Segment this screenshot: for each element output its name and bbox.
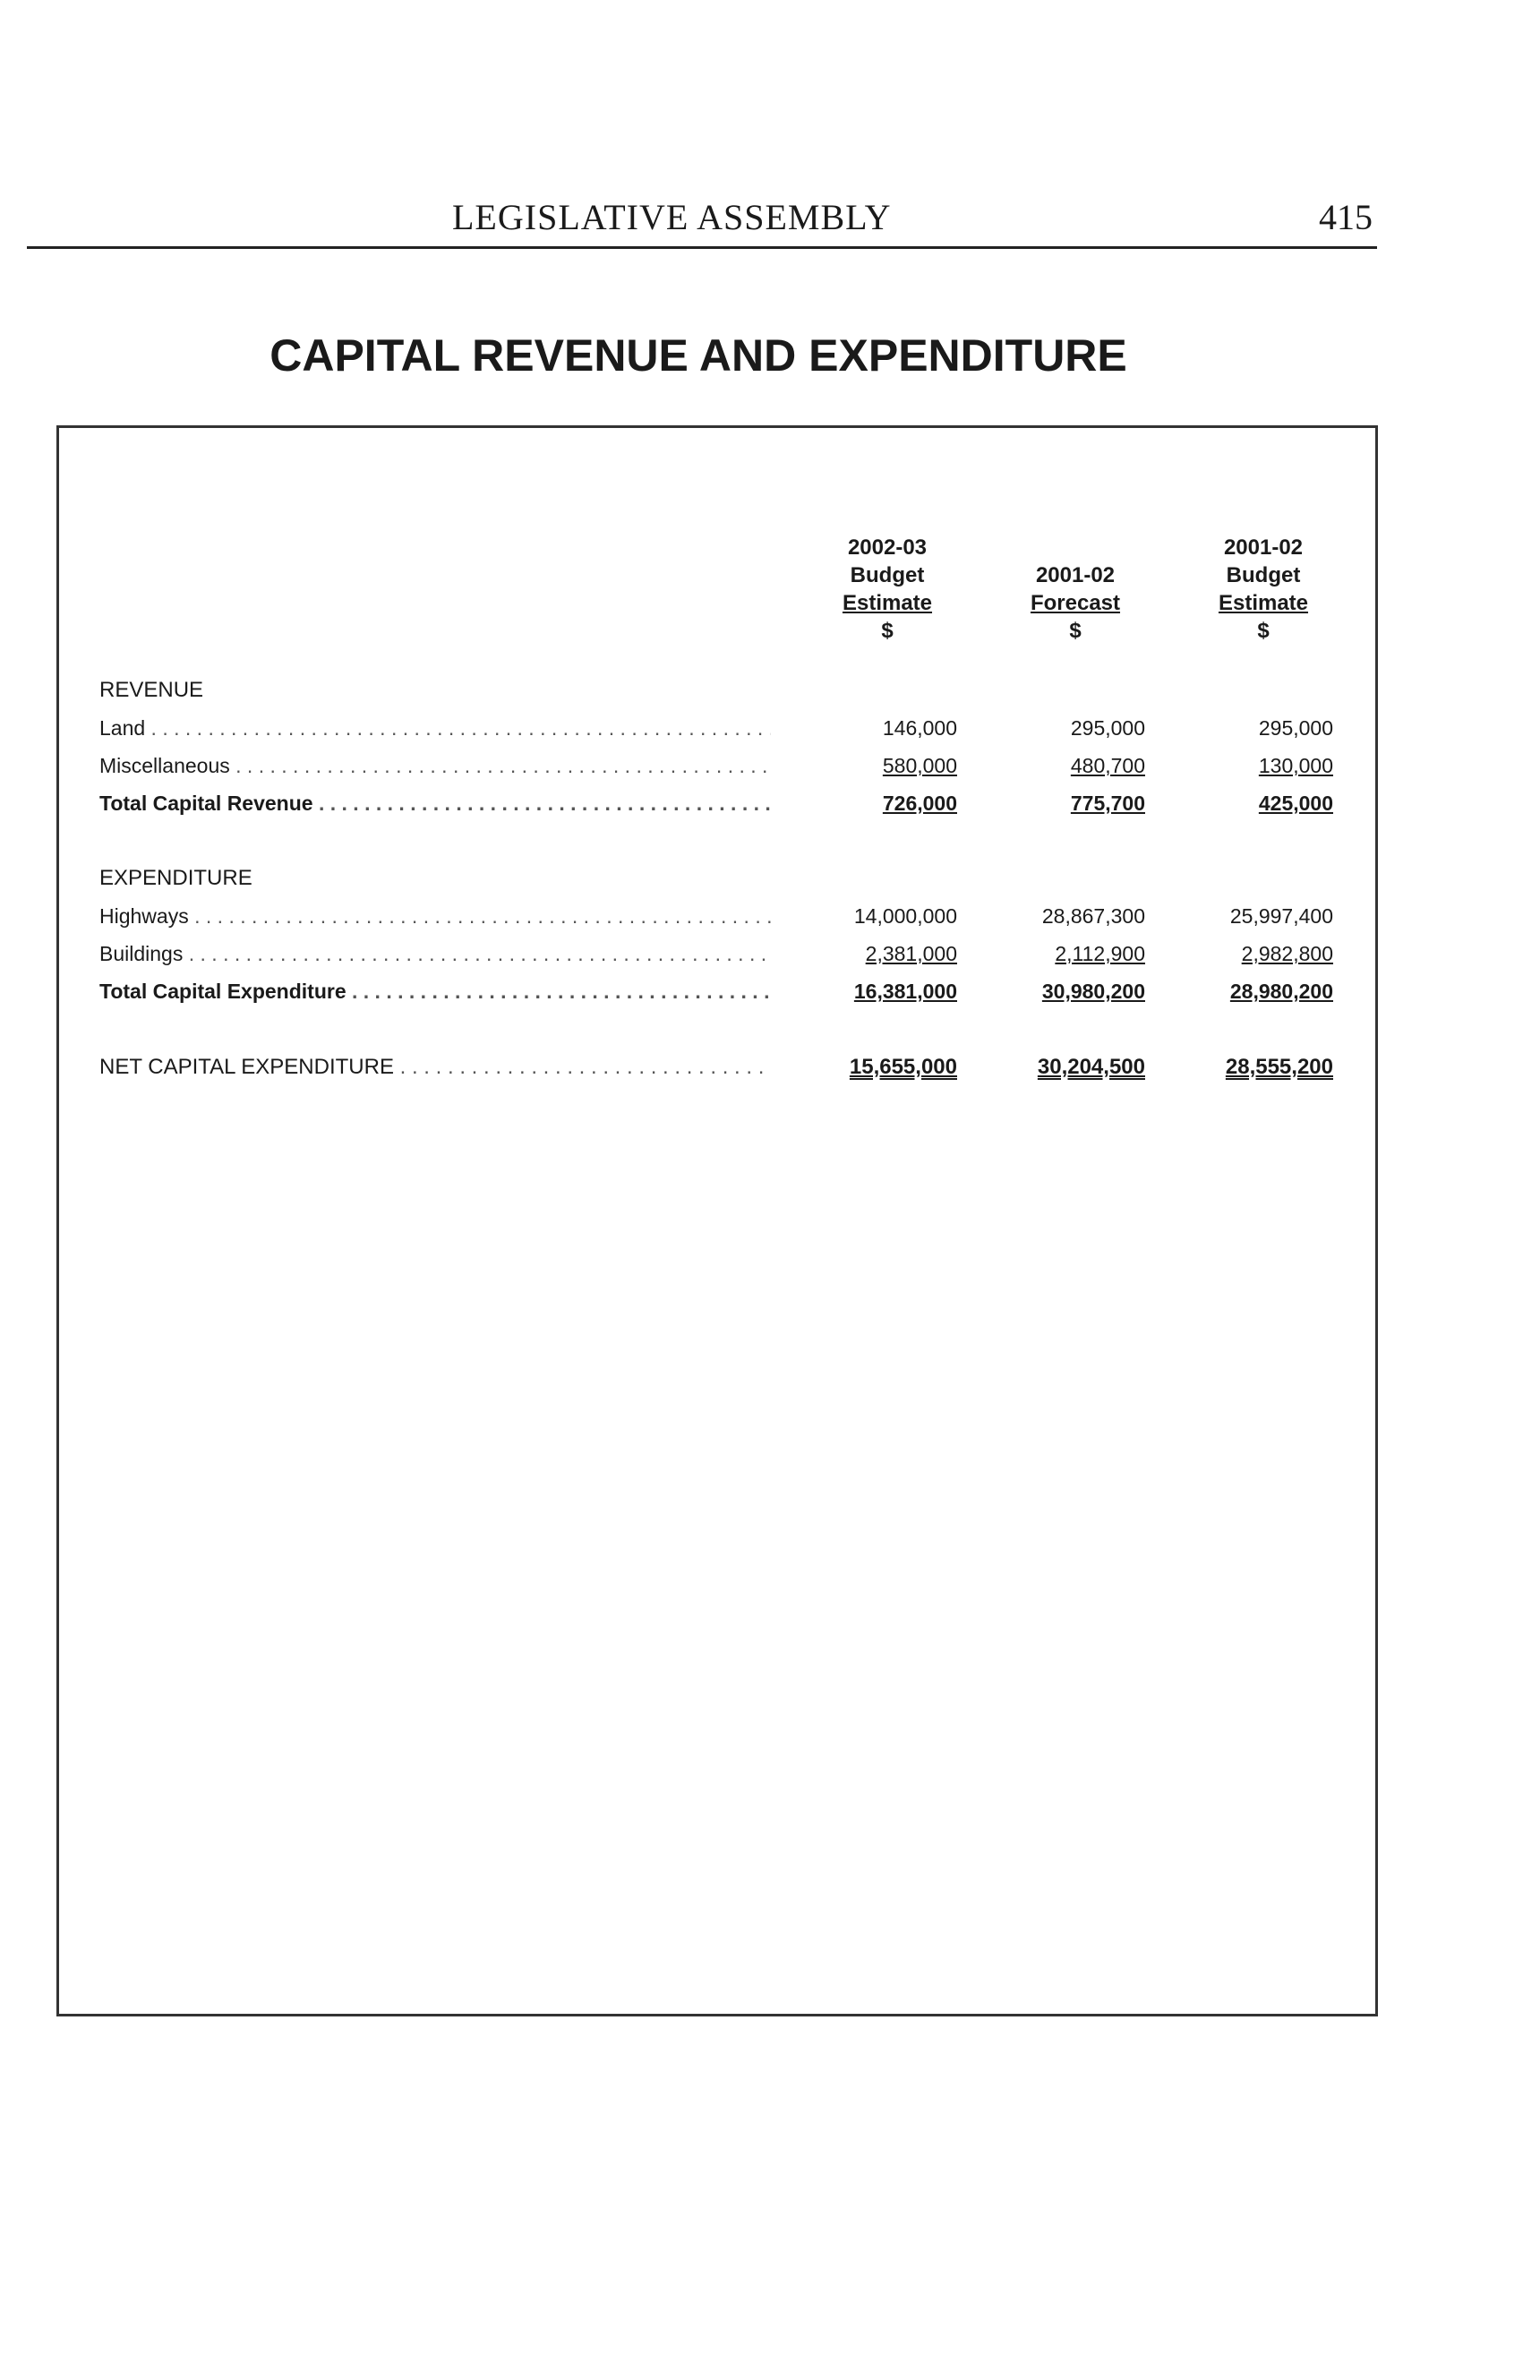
cell-value: 425,000: [1258, 792, 1333, 815]
table-row-total-capital-expenditure: [99, 980, 1333, 1008]
row-label: Total Capital Revenue . . .: [99, 792, 771, 816]
column-header-line: [995, 534, 1156, 561]
column-header-unit: $: [881, 619, 894, 643]
section-heading-expenditure: EXPENDITURE: [99, 866, 252, 890]
cell-value: 2,982,800: [1241, 942, 1333, 965]
cell-value: 580,000: [882, 754, 957, 777]
column-header-line: Budget: [850, 563, 925, 587]
cell-value: 775,700: [1070, 792, 1145, 815]
cell-value: 28,980,200: [1229, 980, 1333, 1003]
cell-value: 146,000: [882, 716, 957, 740]
cell-value: 30,204,500: [1037, 1055, 1145, 1079]
cell-value: 30,980,200: [1041, 980, 1145, 1003]
table-row-miscellaneous: [99, 754, 1333, 783]
cell-value: 726,000: [882, 792, 957, 815]
cell-value: 295,000: [1258, 716, 1333, 740]
table-row-highways: [99, 904, 1333, 933]
table-row-land: [99, 716, 1333, 745]
section-heading-revenue: REVENUE: [99, 678, 204, 702]
row-label: Buildings . . .: [99, 942, 771, 966]
cell-value: 2,381,000: [865, 942, 957, 965]
running-head-title: LEGISLATIVE ASSEMBLY: [452, 197, 892, 237]
cell-value: 130,000: [1258, 754, 1333, 777]
table-row-net-capital-expenditure: [99, 1055, 1333, 1083]
table-row-total-capital-revenue: [99, 792, 1333, 820]
cell-value: 28,555,200: [1225, 1055, 1333, 1079]
cell-value: 2,112,900: [1055, 942, 1145, 965]
row-label: NET CAPITAL EXPENDITURE . . .: [99, 1055, 771, 1080]
column-header-line: 2001-02: [1035, 563, 1116, 587]
column-header-line: 2002-03: [847, 535, 928, 560]
column-header-2002-03-budget-estimate: [807, 534, 968, 645]
column-header-line: Estimate: [1218, 591, 1309, 615]
cell-value: 16,381,000: [853, 980, 957, 1003]
column-header-line: Estimate: [842, 591, 933, 615]
page-title: CAPITAL REVENUE AND EXPENDITURE: [270, 330, 1127, 381]
table-frame: [56, 425, 1378, 2016]
row-label: Miscellaneous . . .: [99, 754, 771, 778]
page-number: 415: [1319, 197, 1373, 237]
row-label: Total Capital Expenditure . . .: [99, 980, 771, 1004]
column-header-2001-02-forecast: [995, 534, 1156, 645]
running-head: [27, 193, 1377, 249]
row-label: Highways . . .: [99, 904, 771, 929]
cell-value: 295,000: [1070, 716, 1145, 740]
row-label: Land . . .: [99, 716, 771, 741]
cell-value: 480,700: [1070, 754, 1145, 777]
column-header-line: 2001-02: [1223, 535, 1304, 560]
column-header-unit: $: [1069, 619, 1082, 643]
table-row-buildings: [99, 942, 1333, 971]
cell-value: 15,655,000: [849, 1055, 957, 1079]
cell-value: 14,000,000: [853, 904, 957, 928]
column-header-unit: $: [1257, 619, 1270, 643]
column-header-2001-02-budget-estimate: [1183, 534, 1344, 645]
cell-value: 25,997,400: [1229, 904, 1333, 928]
column-header-line: Forecast: [1030, 591, 1121, 615]
column-header-line: Budget: [1226, 563, 1301, 587]
cell-value: 28,867,300: [1041, 904, 1145, 928]
